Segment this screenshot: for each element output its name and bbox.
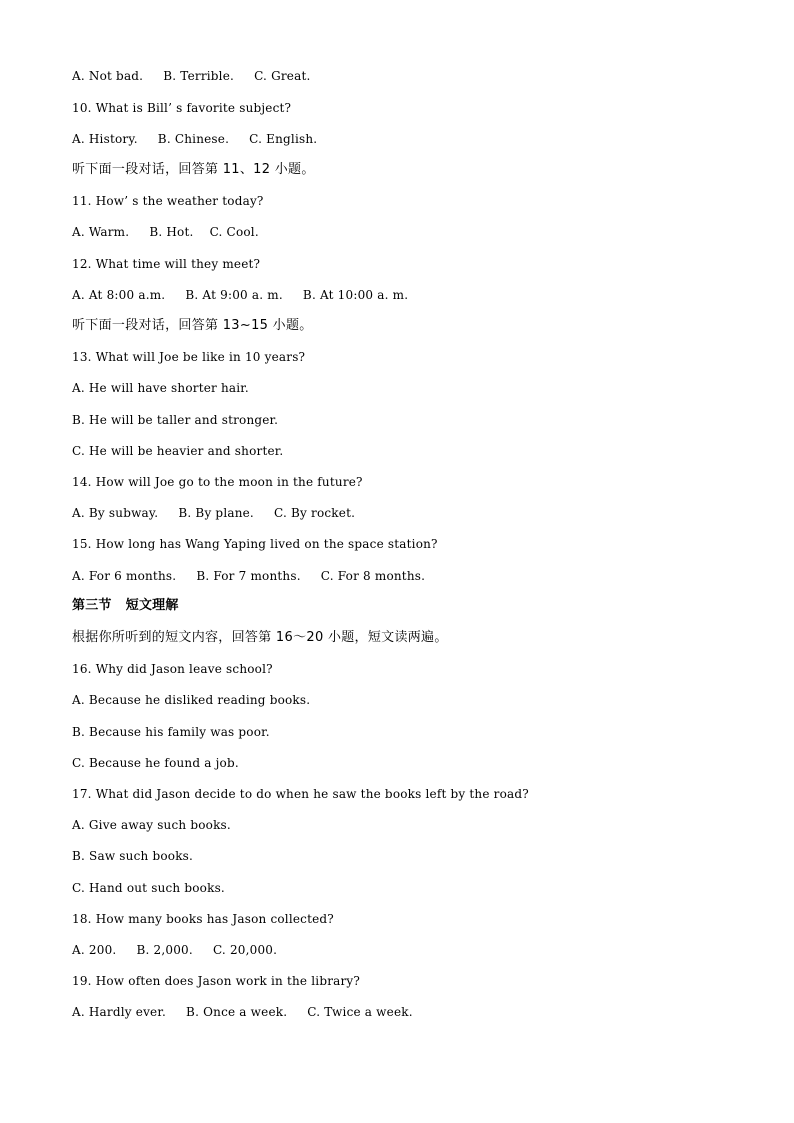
- answer-option-q16-b: B. Because his family was poor.: [72, 725, 270, 739]
- question-10: 10. What is Bill’ s favorite subject?: [72, 101, 292, 115]
- answer-options-q18: A. 200. B. 2,000. C. 20,000.: [72, 943, 278, 957]
- answer-option-q17-b: B. Saw such books.: [72, 849, 194, 863]
- passage-instruction: 根据你所听到的短文内容，回答第 16～20 小题，短文读两遍。: [72, 630, 448, 645]
- question-19: 19. How often does Jason work in the library?: [72, 974, 361, 988]
- answer-option-q17-a: A. Give away such books.: [72, 818, 231, 832]
- question-12: 12. What time will they meet?: [72, 257, 261, 271]
- answer-options-q19: A. Hardly ever. B. Once a week. C. Twice a week.: [72, 1005, 413, 1019]
- answer-option-q13-c: C. He will be heavier and shorter.: [72, 444, 284, 458]
- section-heading: 第三节 短文理解: [72, 598, 179, 613]
- answer-options-q10: A. History. B. Chinese. C. English.: [72, 132, 318, 146]
- answer-options-q11: A. Warm. B. Hot. C. Cool.: [72, 225, 259, 239]
- answer-option-q16-c: C. Because he found a job.: [72, 756, 239, 770]
- answer-options-q15: A. For 6 months. B. For 7 months. C. For 8 months.: [72, 569, 426, 583]
- answer-options-q12: A. At 8:00 a.m. B. At 9:00 a. m. B. At 10:00 a. m.: [72, 288, 409, 302]
- answer-options-q9: A. Not bad. B. Terrible. C. Great.: [72, 69, 311, 83]
- answer-option-q17-c: C. Hand out such books.: [72, 881, 225, 895]
- question-14: 14. How will Joe go to the moon in the future?: [72, 475, 363, 489]
- answer-option-q16-a: A. Because he disliked reading books.: [72, 693, 311, 707]
- question-18: 18. How many books has Jason collected?: [72, 912, 334, 926]
- question-11: 11. How’ s the weather today?: [72, 194, 264, 208]
- answer-options-q14: A. By subway. B. By plane. C. By rocket.: [72, 506, 356, 520]
- dialogue-instruction-11-12: 听下面一段对话，回答第 11、12 小题。: [72, 162, 315, 177]
- dialogue-instruction-13-15: 听下面一段对话，回答第 13~15 小题。: [72, 318, 313, 333]
- answer-option-q13-b: B. He will be taller and stronger.: [72, 413, 279, 427]
- question-13: 13. What will Joe be like in 10 years?: [72, 350, 306, 364]
- question-17: 17. What did Jason decide to do when he saw the books left by the road?: [72, 787, 529, 801]
- question-15: 15. How long has Wang Yaping lived on the space station?: [72, 537, 438, 551]
- question-16: 16. Why did Jason leave school?: [72, 662, 273, 676]
- answer-option-q13-a: A. He will have shorter hair.: [72, 381, 249, 395]
